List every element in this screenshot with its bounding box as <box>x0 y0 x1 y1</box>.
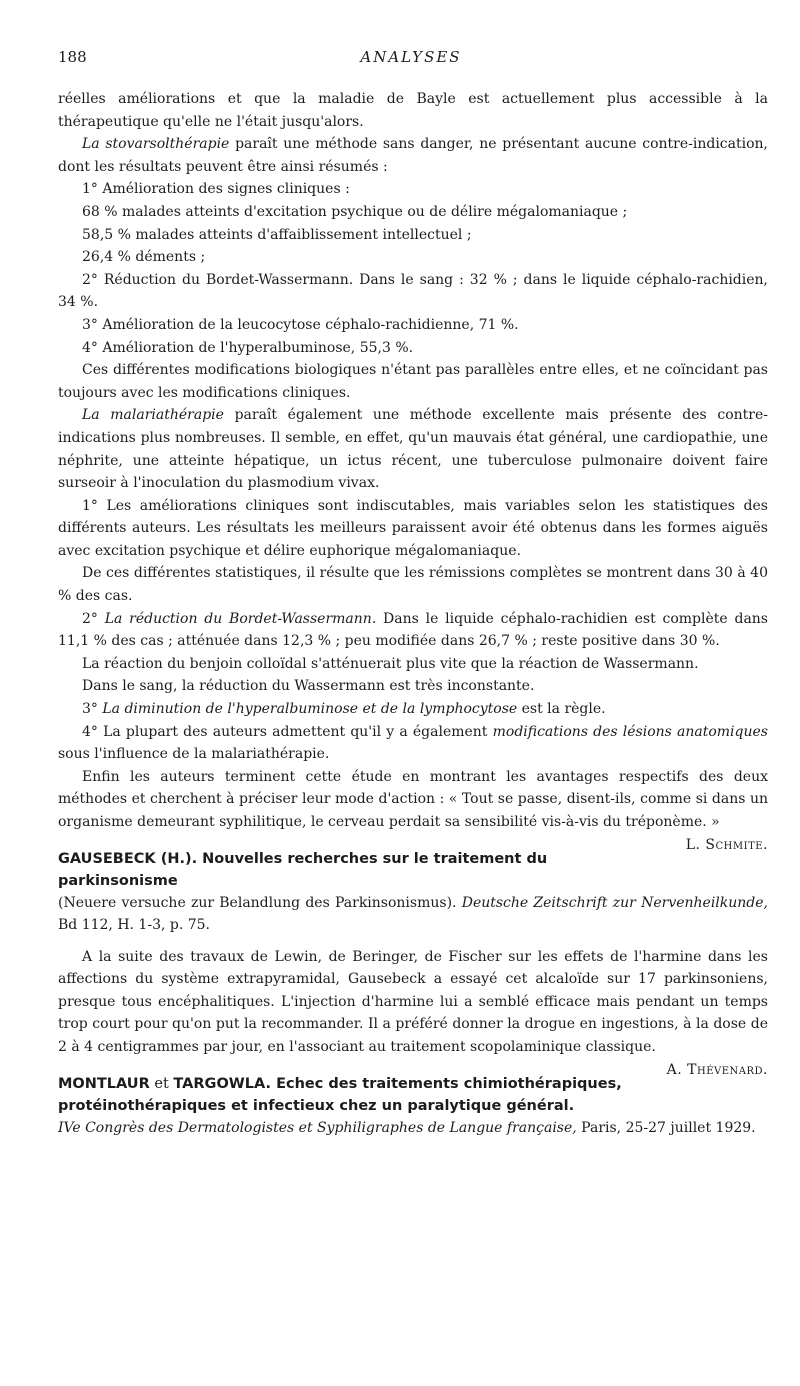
list-item: 2° Réduction du Bordet-Wassermann. Dans le sang : 32 % ; dans le liquide céphalo-rachidien, 34 %. <box>58 271 768 311</box>
review-author-initial: (H.). <box>160 850 198 867</box>
paragraph-text: sous l'influence de la malariathérapie. <box>58 746 330 763</box>
journal-volume: Bd 112, H. 1-3, p. 75. <box>58 916 211 933</box>
paragraph-text: paraît une méthode sans danger, ne présentant aucune contre-indication, dont les résultats peuvent être ainsi résumés : <box>58 136 768 175</box>
paragraph-text: paraît également une méthode excellente mais présente des contre-indications plus nombreuses. Il semble, en effet, qu'un mauvais état général, une cardiopathie, une néphrite, une atteinte hépatique, un ictus récent, une tuberculose pulmonaire doivent faire surseoir à l'inoculation du plasmodium vivax. <box>58 407 768 492</box>
list-item: 3° Amélioration de la leucocytose céphalo-rachidienne, 71 %. <box>82 316 519 333</box>
paragraph: Ces différentes modifications biologiques n'étant pas parallèles entre elles, et ne coïncidant pas toujours avec les modifications cliniques. <box>58 362 768 401</box>
review-abstract <box>58 946 768 1078</box>
review-entry <box>58 1073 768 1139</box>
running-title: ANALYSES <box>360 48 462 66</box>
paragraph-text: 3° <box>82 701 103 718</box>
paragraph <box>58 698 768 721</box>
congress-name: IVe Congrès des Dermatologistes et Syphiligraphes de Langue française, <box>58 1119 577 1136</box>
list-item: 1° Amélioration des signes cliniques : <box>82 181 350 198</box>
page-number: 188 <box>58 48 87 66</box>
review-author: GAUSEBECK <box>58 850 156 867</box>
paragraph-text: Enfin les auteurs terminent cette étude en montrant les avantages respectifs des deux méthodes et cherchent à préciser leur mode d'action : « Tout se passe, disent-ils, comme si dans un organisme demeurant syphilitique, le cerveau perdait sa sensibilité vis-à-vis du tréponème. » <box>58 768 768 830</box>
list-item: 68 % malades atteints d'excitation psychique ou de délire mégalomaniaque ; <box>82 203 628 220</box>
paragraph <box>58 608 768 653</box>
paragraph <box>58 721 768 766</box>
italic-term: La malariathérapie <box>82 407 224 424</box>
paragraph <box>58 404 768 494</box>
page-header <box>58 48 764 70</box>
review-conjunction: et <box>149 1075 174 1092</box>
reviewer-signature: L. Schmite. <box>685 836 768 853</box>
list-item: 4° Amélioration de l'hyperalbuminose, 55,3 %. <box>82 339 414 356</box>
italic-term: modifications des lésions anatomiques <box>492 723 768 740</box>
review-author: TARGOWLA. <box>173 1075 272 1092</box>
review-title: Nouvelles recherches sur le traitement du parkinsonisme <box>58 850 548 889</box>
paragraph: réelles améliorations et que la maladie de Bayle est actuellement plus accessible à la thérapeutique qu'elle ne l'était jusqu'alors. <box>58 91 768 130</box>
paragraph-text: A la suite des travaux de Lewin, de Beringer, de Fischer sur les effets de l'harmine dans les affections du système extrapyramidal, Gausebeck a essayé cet alcaloïde sur 17 parkinsoniens, presque tous encéphalitiques. L'injection d'harmine lui a semblé efficace mais pendant un temps trop court pour qu'on put la recommander. Il a préféré donner la drogue en ingestions, à la dose de 2 à 4 centigrammes par jour, en l'associant au traitement scopolaminique classique. <box>58 948 768 1055</box>
list-item: 26,4 % déments ; <box>82 249 206 266</box>
paragraph-text: est la règle. <box>517 701 606 718</box>
italic-term: La stovarsolthérapie <box>82 136 230 153</box>
paragraph-text: 4° La plupart des auteurs admettent qu'il y a également <box>82 723 493 740</box>
review-citation <box>58 1117 768 1139</box>
paragraph: De ces différentes statistiques, il résulte que les rémissions complètes se montrent dans 30 à 40 % des cas. <box>58 565 768 605</box>
italic-term: La diminution de l'hyperalbuminose et de la lymphocytose <box>102 701 518 718</box>
review-entry <box>58 848 769 1078</box>
paragraph <box>58 766 768 853</box>
congress-place-date: Paris, 25-27 juillet 1929. <box>576 1119 756 1136</box>
body-text <box>58 88 768 1139</box>
paragraph-text: 2° <box>82 610 105 627</box>
review-citation <box>58 892 768 936</box>
review-author: MONTLAUR <box>58 1075 150 1092</box>
paragraph <box>58 133 768 178</box>
list-item: 58,5 % malades atteints d'affaiblissement intellectuel ; <box>82 226 472 243</box>
paragraph: Dans le sang, la réduction du Wassermann est très inconstante. <box>82 678 535 695</box>
paragraph: La réaction du benjoin colloïdal s'atténuerait plus vite que la réaction de Wassermann. <box>82 655 699 672</box>
review-title: Echec des traitements chimiothérapiques, protéinothérapiques et infectieux chez un paralytique général. <box>58 1075 622 1114</box>
paragraph-text: Dans le liquide céphalo-rachidien est complète dans 11,1 % des cas ; atténuée dans 12,3 % ; peu modifiée dans 26,7 % ; reste positive dans 30 %. <box>58 610 768 650</box>
original-title: (Neuere versuche zur Belandlung des Parkinsonismus). <box>58 894 462 911</box>
paragraph: 1° Les améliorations cliniques sont indiscutables, mais variables selon les statistiques des différents auteurs. Les résultats les meilleurs paraissent avoir été obtenus dans les formes aiguës avec excitation psychique et délire euphorique mégalomaniaque. <box>58 497 768 559</box>
journal-name: Deutsche Zeitschrift zur Nervenheilkunde, <box>461 894 769 911</box>
italic-term: La réduction du Bordet-Wassermann. <box>104 610 377 627</box>
reviewer-signature: A. Thévenard. <box>666 1061 768 1078</box>
